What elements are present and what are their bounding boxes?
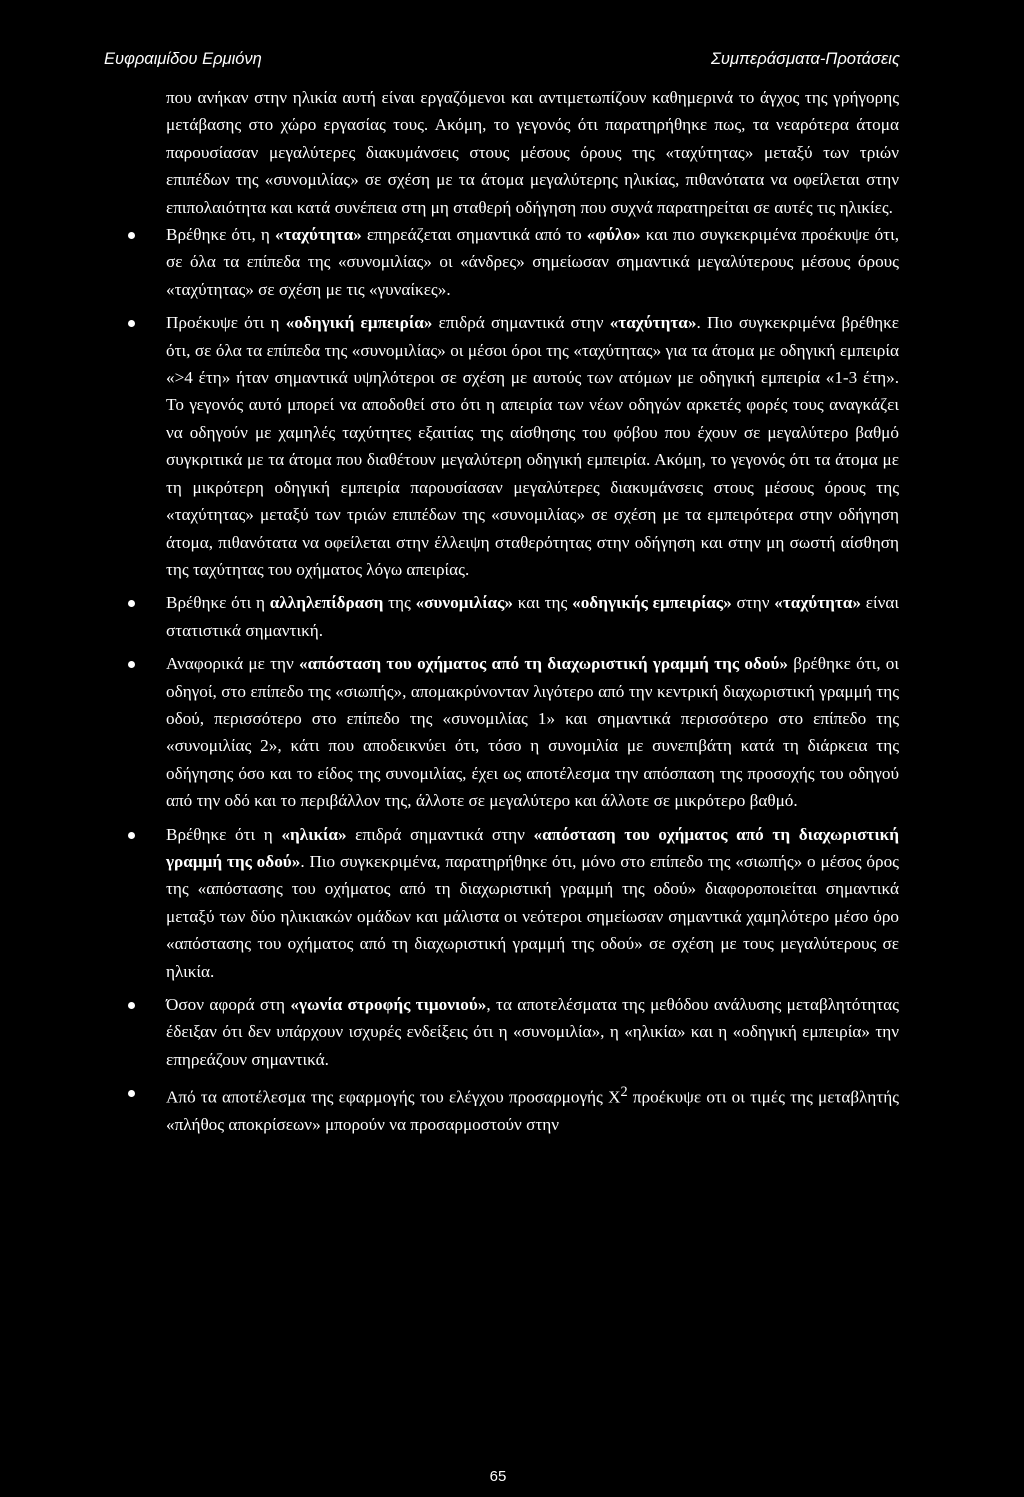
page-header xyxy=(104,50,900,76)
list-item xyxy=(166,221,899,303)
text-run: Από τα αποτέλεσμα της εφαρμογής του ελέγχου προσαρμογής Χ xyxy=(166,1087,621,1107)
page-body xyxy=(166,84,899,1145)
text-run: στην xyxy=(731,593,775,613)
bold-term: «ηλικία» xyxy=(281,824,347,844)
intro-paragraph: που ανήκαν στην ηλικία αυτή είναι εργαζόμενοι και αντιμετωπίζουν καθημερινά το άγχος της γρήγορης μετάβασης στο χώρο εργασίας τους. Ακόμη, το γεγονός ότι παρατηρήθηκε πως, τα νεαρότερα άτομα παρουσίασαν μεγαλύτερες διακυμάνσεις στους μέσους όρους της «ταχύτητας» μεταξύ των τριών επιπέδων της «συνομιλίας» σε σχέση με τα άτομα μεγαλύτερης ηλικίας, πιθανότατα να οφείλεται στην επιπολαιότητα και κατά συνέπεια στη μη σταθερή οδήγηση που συχνά παρατηρείται σε αυτές τις ηλικίες. xyxy=(166,88,899,217)
text-run: της xyxy=(383,593,416,613)
bold-term: «ταχύτητα» xyxy=(774,593,861,613)
text-run: βρέθηκε ότι, οι οδηγοί, στο επίπεδο της «σιωπής», απομακρύνονταν λιγότερο από την κεντρική διαχωριστική γραμμή της οδού, περισσότερο στο επίπεδο της «συνομιλίας 1» και σημαντικά περισσότερο στο επίπεδο της «συνομιλίας 2», κάτι που αποδεικνύει ότι, τόσο η συνομιλία με συνεπιβάτη κατά τη διάρκεια της οδήγησης όσο και το είδος της συνομιλίας, έχει ως αποτέλεσμα την απόσπαση της προσοχής του οδηγού από την οδό και το περιβάλλον της, άλλοτε σε μεγαλύτερο και άλλοτε σε μικρότερο βαθμό. xyxy=(166,654,899,811)
header-author: Ευφραιμίδου Ερμιόνη xyxy=(104,50,262,68)
text-run: Αναφορικά με την xyxy=(166,654,299,674)
text-run: και της xyxy=(512,593,573,613)
bold-term: «συνομιλίας» xyxy=(415,593,513,613)
text-run: Βρέθηκε ότι, η xyxy=(166,225,275,245)
text-run: Όσον αφορά στη xyxy=(166,995,291,1014)
list-item xyxy=(166,991,899,1073)
text-run: Προέκυψε ότι η xyxy=(166,313,286,333)
text-run: , τα αποτελέσματα της μεθόδου ανάλυσης μεταβλητότητας έδειξαν ότι δεν υπάρχουν ισχυρές ενδείξεις ότι η «συνομιλία», η «ηλικία» και η «οδηγική εμπειρία» την επηρεάζουν σημαντικά. xyxy=(166,995,899,1069)
bold-term: «οδηγική εμπειρία» xyxy=(285,313,433,333)
bold-term: αλληλεπίδραση xyxy=(269,593,384,613)
bold-term: «γωνία στροφής τιμονιού» xyxy=(290,995,487,1014)
superscript: 2 xyxy=(620,1084,628,1101)
header-section-title: Συμπεράσματα-Προτάσεις xyxy=(710,50,900,68)
bold-term: «απόσταση του οχήματος από τη διαχωριστική γραμμή της οδού» xyxy=(166,824,899,871)
page-number: 65 xyxy=(489,1468,507,1485)
text-run: Βρέθηκε ότι η xyxy=(166,593,270,613)
bold-term: «απόσταση του οχήματος από τη διαχωριστική γραμμή της οδού» xyxy=(298,654,788,674)
findings-list xyxy=(166,221,899,1139)
text-run: . Πιο συγκεκριμένα βρέθηκε ότι, σε όλα τα επίπεδα της «συνομιλίας» οι μέσοι όροι της «ταχύτητας» για τα άτομα με οδηγική εμπειρία «>4 έτη» ήταν σημαντικά υψηλότεροι σε σχέση με αυτούς των ατόμων με οδηγική εμπειρία «1-3 έτη». Το γεγονός αυτό μπορεί να αποδοθεί στο ότι η απειρία των νέων οδηγών αρκετές φορές τους αναγκάζει να οδηγούν με χαμηλές ταχύτητες εξαιτίας της αίσθησης του φόβου που έχουν σε μεγαλύτερο βαθμό συγκριτικά με τα άτομα που διαθέτουν μεγαλύτερη οδηγική εμπειρία. Ακόμη, το γεγονός ότι τα άτομα με τη μικρότερη οδηγική εμπειρία παρουσίασαν μεγαλύτερες διακυμάνσεις στους μέσους όρους της «ταχύτητας» μεταξύ των τριών επιπέδων της «συνομιλίας» σε σχέση με τα εμπειρότερα στην οδήγηση άτομα, πιθανότατα να οφείλεται στην έλλειψη σταθερότητας στην οδήγηση και στην μη σωστή αίσθηση της ταχύτητας του οχήματος λόγω απειρίας. xyxy=(166,313,900,579)
bold-term: «φύλο» xyxy=(586,225,641,245)
list-item xyxy=(166,821,899,985)
text-run: προέκυψε οτι οι τιμές της μεταβλητής «πλήθος αποκρίσεων» μπορούν να προσαρμοστούν στην xyxy=(166,1087,899,1135)
bold-term: «οδηγικής εμπειρίας» xyxy=(572,593,732,613)
text-run: . Πιο συγκεκριμένα, παρατηρήθηκε ότι, μόνο στο επίπεδο της «σιωπής» ο μέσος όρος της «απόστασης του οχήματος από τη διαχωριστική γραμμή της οδού» διαφοροποιείται σημαντικά μεταξύ των δύο ηλικιακών ομάδων και μάλιστα οι νεότεροι σημείωσαν σημαντικά χαμηλότερο μέσο όρο «απόστασης του οχήματος από τη διαχωριστική γραμμή της οδού» σε σχέση με τους μεγαλύτερους σε ηλικία. xyxy=(166,851,899,981)
bold-term: «ταχύτητα» xyxy=(609,313,697,333)
text-run: επιδρά σημαντικά στην xyxy=(432,313,610,333)
text-run: επιδρά σημαντικά στην xyxy=(346,824,534,844)
text-run: Βρέθηκε ότι η xyxy=(166,824,282,844)
list-item xyxy=(166,1079,899,1139)
text-run: επηρεάζεται σημαντικά από το xyxy=(361,225,587,245)
list-item xyxy=(166,650,899,814)
list-item xyxy=(166,309,899,583)
text-run: είναι στατιστικά σημαντική. xyxy=(166,593,899,640)
text-run: και πιο συγκεκριμένα προέκυψε ότι, σε όλα τα επίπεδα της «συνομιλίας» οι «άνδρες» σημείωσαν σημαντικά μεγαλύτερους μέσους όρους «ταχύτητας» σε σχέση με τις «γυναίκες». xyxy=(166,225,899,299)
bold-term: «ταχύτητα» xyxy=(275,225,362,245)
list-item xyxy=(166,589,899,644)
